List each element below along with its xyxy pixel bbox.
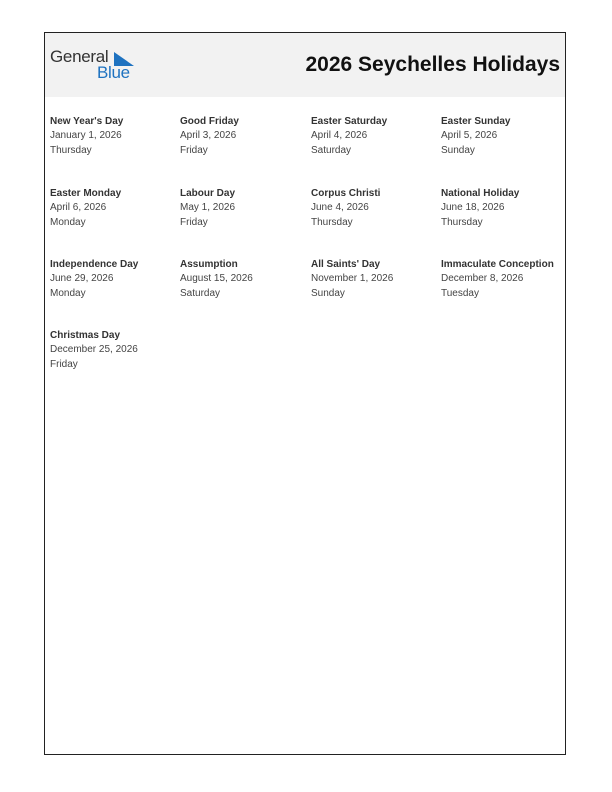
holiday-date: April 6, 2026	[50, 202, 107, 213]
holiday-date: December 8, 2026	[441, 273, 524, 284]
holiday-name: Assumption	[180, 259, 238, 270]
holiday-entry	[180, 258, 306, 301]
holiday-date: November 1, 2026	[311, 273, 394, 284]
holiday-name: Labour Day	[180, 188, 236, 199]
holiday-name: Corpus Christi	[311, 188, 381, 199]
holiday-date: June 18, 2026	[441, 202, 505, 213]
holiday-name: Easter Sunday	[441, 116, 511, 127]
holiday-date: December 25, 2026	[50, 344, 138, 355]
holiday-weekday: Monday	[50, 287, 86, 299]
holiday-name: Immaculate Conception	[441, 259, 554, 270]
holiday-entry	[441, 187, 567, 230]
logo	[50, 47, 140, 87]
holiday-entry	[180, 115, 306, 158]
holiday-name: Good Friday	[180, 116, 239, 127]
holiday-date: June 29, 2026	[50, 273, 114, 284]
page-frame	[44, 32, 566, 755]
holiday-weekday: Sunday	[441, 144, 475, 156]
holiday-entry	[441, 258, 567, 301]
header	[45, 33, 565, 97]
holiday-name: National Holiday	[441, 188, 520, 199]
logo-text-blue: Blue	[97, 63, 130, 82]
holiday-name: Easter Monday	[50, 188, 122, 199]
holiday-name: Christmas Day	[50, 330, 121, 341]
holiday-entry	[311, 258, 437, 301]
holiday-name: Independence Day	[50, 259, 139, 270]
holiday-weekday: Saturday	[180, 287, 221, 299]
holiday-weekday: Saturday	[311, 144, 352, 156]
holiday-entry	[50, 187, 176, 230]
holiday-entry	[50, 329, 176, 372]
holiday-date: April 5, 2026	[441, 130, 498, 141]
holiday-date: January 1, 2026	[50, 130, 122, 141]
holiday-weekday: Thursday	[50, 144, 92, 156]
page-title: 2026 Seychelles Holidays	[305, 53, 560, 76]
holiday-weekday: Sunday	[311, 287, 345, 299]
holiday-weekday: Monday	[50, 216, 86, 228]
holiday-weekday: Thursday	[311, 216, 353, 228]
holiday-name: Easter Saturday	[311, 116, 388, 127]
holiday-name: All Saints' Day	[311, 259, 381, 270]
holiday-weekday: Friday	[50, 358, 78, 370]
holiday-entry	[311, 187, 437, 230]
holiday-date: May 1, 2026	[180, 202, 236, 213]
holiday-weekday: Tuesday	[441, 287, 479, 299]
holiday-weekday: Friday	[180, 144, 208, 156]
holiday-entry	[441, 115, 567, 158]
holiday-name: New Year's Day	[50, 116, 124, 127]
holiday-entry	[311, 115, 437, 158]
holiday-date: April 4, 2026	[311, 130, 368, 141]
holiday-date: August 15, 2026	[180, 273, 253, 284]
holiday-date: April 3, 2026	[180, 130, 237, 141]
holiday-entry	[50, 258, 176, 301]
holiday-weekday: Friday	[180, 216, 208, 228]
holiday-entry	[180, 187, 306, 230]
holiday-entry	[50, 115, 176, 158]
logo-text-general: General	[50, 47, 109, 66]
holiday-weekday: Thursday	[441, 216, 483, 228]
holiday-date: June 4, 2026	[311, 202, 369, 213]
